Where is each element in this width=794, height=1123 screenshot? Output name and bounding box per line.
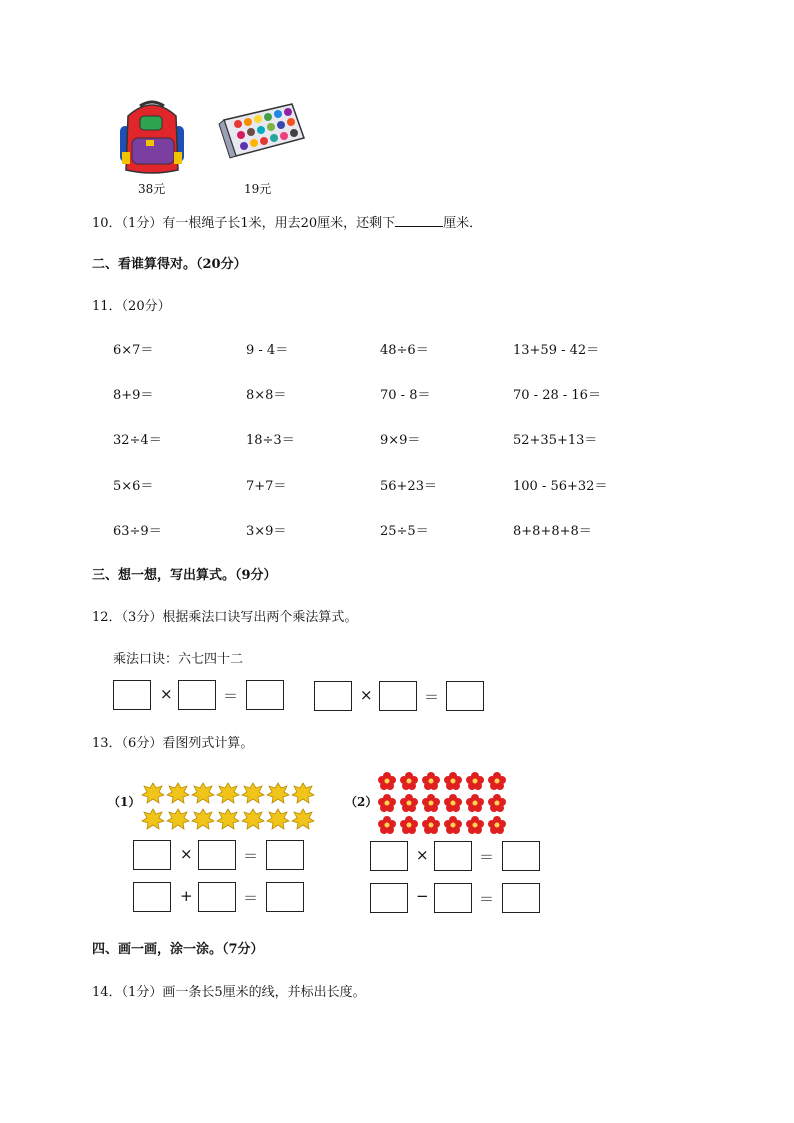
times-sign: ×: [416, 846, 429, 864]
question-14-label: 14．（1分）画一条长5厘米的线，并标出长度。: [92, 985, 366, 1000]
answer-box[interactable]: [370, 883, 408, 913]
expr-r1c4: 13+59 - 42＝: [513, 343, 600, 358]
palette-image: [216, 98, 308, 162]
expr-r1c3: 48÷6＝: [380, 343, 429, 358]
times-sign: ×: [180, 845, 193, 863]
answer-box[interactable]: [370, 841, 408, 871]
expr-r1c1: 6×7＝: [113, 343, 154, 358]
answer-box[interactable]: [434, 841, 472, 871]
answer-box[interactable]: [314, 681, 352, 711]
times-sign: ×: [360, 686, 373, 704]
answer-box[interactable]: [133, 882, 171, 912]
answer-box[interactable]: [133, 840, 171, 870]
expr-r5c3: 25÷5＝: [380, 524, 429, 539]
section-4-title: 四、画一画，涂一涂。（7分）: [92, 942, 264, 957]
backpack-price: 38元: [138, 182, 166, 196]
answer-box[interactable]: [266, 840, 304, 870]
answer-box[interactable]: [502, 883, 540, 913]
answer-box[interactable]: [113, 680, 151, 710]
flower-group: [376, 770, 506, 836]
expr-r3c2: 18÷3＝: [246, 433, 295, 448]
expr-r3c3: 9×9＝: [380, 433, 421, 448]
equals-sign: ＝: [223, 687, 239, 705]
question-10-unit: 厘米．: [443, 216, 483, 231]
answer-box[interactable]: [198, 882, 236, 912]
equals-sign: ＝: [243, 889, 259, 907]
expr-r2c1: 8+9＝: [113, 388, 154, 403]
palette-price: 19元: [244, 182, 272, 196]
expr-r5c2: 3×9＝: [246, 524, 287, 539]
question-10-text: 10．（1分）有一根绳子长1米，用去20厘米，还剩下: [92, 216, 396, 231]
expr-r5c4: 8+8+8+8＝: [513, 524, 592, 539]
equals-sign: ＝: [424, 688, 440, 706]
times-sign: ×: [160, 685, 173, 703]
expr-r2c2: 8×8＝: [246, 388, 287, 403]
equals-sign: ＝: [479, 890, 495, 908]
answer-blank[interactable]: [395, 214, 443, 227]
equals-sign: ＝: [479, 848, 495, 866]
expr-r2c4: 70 - 28 - 16＝: [513, 388, 601, 403]
plus-sign: +: [180, 887, 193, 905]
expr-r3c1: 32÷4＝: [113, 433, 162, 448]
answer-box[interactable]: [178, 680, 216, 710]
leaf-group: [140, 780, 316, 834]
expr-r2c3: 70 - 8＝: [380, 388, 431, 403]
expr-r5c1: 63÷9＝: [113, 524, 162, 539]
equals-sign: ＝: [243, 847, 259, 865]
answer-box[interactable]: [266, 882, 304, 912]
minus-sign: −: [416, 887, 429, 905]
question-10: [92, 212, 482, 231]
section-3-title: 三、想一想，写出算式。（9分）: [92, 568, 277, 583]
answer-box[interactable]: [502, 841, 540, 871]
section-2-title: 二、看谁算得对。（20分）: [92, 257, 247, 272]
question-13-label: 13．（6分）看图列式计算。: [92, 736, 254, 751]
answer-box[interactable]: [379, 681, 417, 711]
question-12-label: 12．（3分）根据乘法口诀写出两个乘法算式。: [92, 610, 358, 625]
answer-box[interactable]: [246, 680, 284, 710]
answer-box[interactable]: [446, 681, 484, 711]
part-1-label: （1）: [108, 795, 141, 809]
expr-r1c2: 9 - 4＝: [246, 343, 289, 358]
expr-r4c4: 100 - 56+32＝: [513, 479, 608, 494]
backpack-icon: [112, 96, 192, 178]
answer-box[interactable]: [434, 883, 472, 913]
expr-r4c3: 56+23＝: [380, 479, 437, 494]
multiplication-rhyme: 乘法口诀：六七四十二: [113, 652, 244, 667]
backpack-image: [112, 96, 192, 178]
expr-r3c4: 52+35+13＝: [513, 433, 598, 448]
expr-r4c2: 7+7＝: [246, 479, 287, 494]
expr-r4c1: 5×6＝: [113, 479, 154, 494]
part-2-label: （2）: [345, 795, 378, 809]
question-11-label: 11．（20分）: [92, 299, 171, 314]
watercolor-palette-icon: [216, 98, 308, 162]
answer-box[interactable]: [198, 840, 236, 870]
